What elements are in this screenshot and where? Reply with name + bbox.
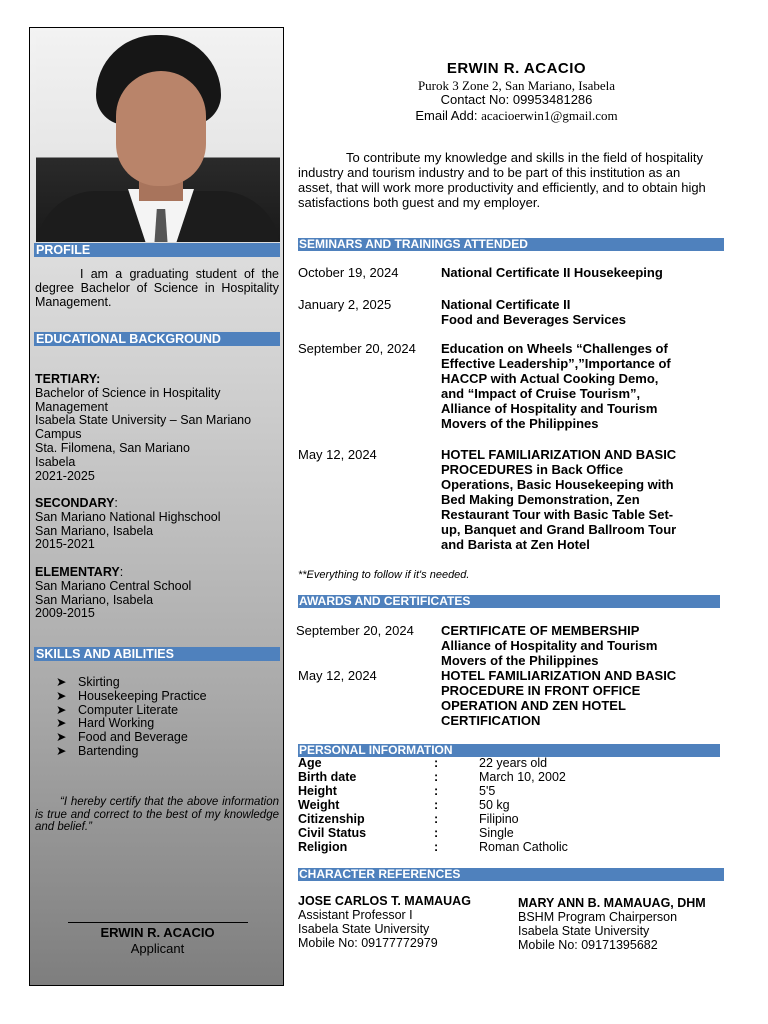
awards-section-title: AWARDS AND CERTIFICATES (298, 595, 720, 608)
elementary-line: San Mariano, Isabela (35, 592, 154, 607)
reference-card (518, 896, 706, 952)
reference-name: MARY ANN B. MAMAUAG, DHM (518, 896, 706, 910)
list-item: ➤ Skirting (56, 675, 120, 689)
tertiary-label: TERTIARY: (35, 372, 101, 386)
reference-card (298, 894, 471, 950)
reference-org: Isabela State University (518, 924, 650, 938)
seminar-title: Education on Wheels “Challenges of Effective Leadership”,”Importance of HACCP with Actual Cooking Demo, and “Impact of Cruise Tourism”, Alliance of Hospitality and Tourism Movers of the Philippines (441, 341, 671, 431)
skills-list (56, 676, 207, 759)
award-date: May 12, 2024 (298, 668, 377, 683)
reference-org: Isabela State University (298, 922, 430, 936)
arrow-bullet-icon: ➤ (56, 716, 67, 731)
list-item: ➤ Bartending (56, 743, 139, 758)
list-item: ➤ Food and Beverage (56, 730, 188, 745)
arrow-bullet-icon: ➤ (56, 688, 67, 703)
secondary-line: San Mariano, Isabela (35, 523, 154, 538)
seminar-date: September 20, 2024 (298, 341, 416, 356)
seminar-title: National Certificate II Food and Beverages Services (441, 297, 626, 327)
tertiary-line: 2021-2025 (35, 468, 95, 483)
tertiary-line: Campus (35, 427, 82, 442)
award-title: HOTEL FAMILIARIZATION AND BASIC PROCEDURE IN FRONT OFFICE OPERATION AND ZEN HOTEL CERTIFICATION (441, 668, 677, 728)
list-item: ➤ Housekeeping Practice (56, 688, 207, 703)
address: Purok 3 Zone 2, San Mariano, Isabela (417, 78, 616, 93)
seminar-date: October 19, 2024 (298, 265, 399, 280)
arrow-bullet-icon: ➤ (56, 730, 67, 745)
elementary-line: San Mariano Central School (35, 578, 192, 593)
footnote: **Everything to follow if it's needed. (298, 569, 470, 581)
seminar-title: HOTEL FAMILIARIZATION AND BASIC PROCEDURES in Back Office Operations, Basic Housekeeping with Bed Making Demonstration, Zen Restaurant Tour with Basic Table Set- up, Banquet and Grand Ballroom Tour and Barista at Zen Hotel (441, 447, 677, 552)
applicant-name: ERWIN R. ACACIO (446, 60, 587, 77)
seminar-date: January 2, 2025 (298, 297, 392, 312)
reference-mobile: Mobile No: 09171395682 (518, 938, 658, 952)
sidebar (29, 27, 284, 986)
secondary-block: SECONDARY: San Mariano National Highschool San Mariano, Isabela 2015-2021 (35, 496, 221, 552)
references-section-title: CHARACTER REFERENCES (298, 868, 724, 881)
secondary-line: San Mariano National Highschool (35, 509, 221, 524)
elementary-block: ELEMENTARY: San Mariano Central School San Mariano, Isabela 2009-2015 (35, 565, 192, 621)
award-title: CERTIFICATE OF MEMBERSHIP Alliance of Hospitality and Tourism Movers of the Philippines (441, 623, 658, 668)
email-line (294, 108, 739, 124)
secondary-label: SECONDARY (35, 496, 115, 510)
signature-line (68, 922, 248, 923)
elementary-line: 2009-2015 (35, 606, 95, 621)
tertiary-line: Bachelor of Science in Hospitality (35, 385, 221, 400)
reference-mobile: Mobile No: 09177772979 (298, 936, 438, 950)
tertiary-block (35, 373, 251, 483)
arrow-bullet-icon: ➤ (56, 743, 67, 758)
award-date: September 20, 2024 (296, 623, 414, 638)
career-objective: To contribute my knowledge and skills in the field of hospitality industry and tourism industry and to be part of this institution as an asset, that will work more productivity and efficiently, and to obtain high satisfactions both guest and my employer. (298, 150, 706, 210)
tertiary-line: Isabela State University – San Mariano (35, 413, 252, 428)
list-item: ➤ Computer Literate (56, 702, 179, 717)
personal-info-table: Age : 22 years old Birth date : March 10, 2002 Height : 5'5 Weight : 50 kg Citizenship : Filipino Civil Status : Single Religion : Roman Catholic (298, 756, 568, 854)
reference-name: JOSE CARLOS T. MAMAUAG (298, 894, 471, 908)
seminar-date: May 12, 2024 (298, 447, 377, 462)
signature-role: Applicant (130, 941, 185, 956)
arrow-bullet-icon: ➤ (56, 702, 67, 717)
certification-statement: “I hereby certify that the above information is true and correct to the best of my knowledge and belief.” (35, 796, 279, 833)
skills-section-title: SKILLS AND ABILITIES (34, 647, 280, 661)
contact-number: Contact No: 09953481286 (440, 92, 593, 107)
seminar-title: National Certificate II Housekeeping (441, 265, 663, 280)
email-address: acacioerwin1@gmail.com (481, 108, 618, 123)
profile-photo (36, 31, 280, 242)
reference-role: BSHM Program Chairperson (518, 910, 678, 924)
education-section-title: EDUCATIONAL BACKGROUND (34, 332, 280, 346)
signature-name: ERWIN R. ACACIO (100, 925, 215, 940)
seminars-section-title: SEMINARS AND TRAININGS ATTENDED (298, 238, 724, 251)
profile-section-title: PROFILE (34, 243, 280, 257)
arrow-bullet-icon: ➤ (56, 675, 67, 689)
tertiary-line: Isabela (35, 454, 76, 469)
personal-info-section-title: PERSONAL INFORMATION (298, 744, 720, 757)
secondary-line: 2015-2021 (35, 537, 95, 552)
list-item: ➤ Hard Working (56, 716, 155, 731)
profile-text: I am a graduating student of the degree Bachelor of Science in Hospitality Management. (35, 267, 279, 309)
tertiary-line: Sta. Filomena, San Mariano (35, 440, 190, 455)
tertiary-line: Management (35, 399, 108, 414)
elementary-label: ELEMENTARY (35, 565, 120, 579)
email-label: Email Add: (415, 108, 482, 123)
reference-role: Assistant Professor I (298, 908, 413, 922)
